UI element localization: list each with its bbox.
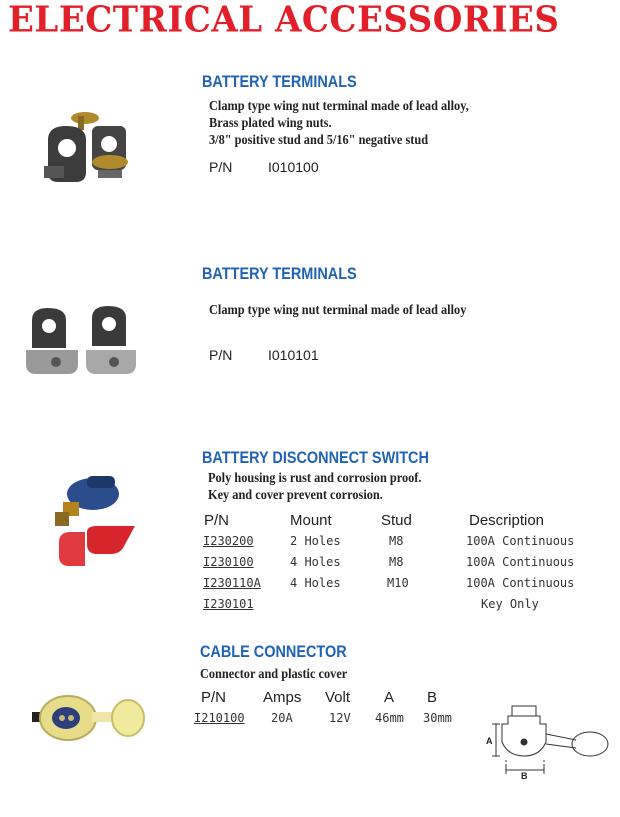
table-cell: 4 Holes <box>290 555 341 569</box>
table-cell: 20A <box>271 711 293 725</box>
part-number-value: I010100 <box>268 159 319 175</box>
section-heading: BATTERY TERMINALS <box>202 72 357 91</box>
table-cell: I230100 <box>203 555 254 569</box>
table-cell: 12V <box>329 711 351 725</box>
table-cell: 2 Holes <box>290 534 341 548</box>
section-heading: CABLE CONNECTOR <box>200 642 347 661</box>
table-cell: I230101 <box>203 597 254 611</box>
section-description: Clamp type wing nut terminal made of lead alloy <box>209 303 467 318</box>
table-cell: I230110A <box>203 576 261 590</box>
battery-disconnect-switch-icon <box>45 472 155 597</box>
table-cell: 4 Holes <box>290 576 341 590</box>
table-cell: 100A Continuous <box>466 534 575 548</box>
section-heading: BATTERY TERMINALS <box>202 264 357 283</box>
table-header: Description <box>469 512 545 529</box>
section-heading: BATTERY DISCONNECT SWITCH <box>202 448 429 467</box>
part-number-label: P/N <box>209 347 233 363</box>
section-description: Connector and plastic cover <box>200 667 348 682</box>
table-cell: 30mm <box>423 711 452 725</box>
cable-connector-diagram <box>482 704 614 780</box>
table-cell: 46mm <box>375 711 404 725</box>
table-cell: I210100 <box>194 711 245 725</box>
table-header: P/N <box>201 689 227 706</box>
table-header: Mount <box>290 512 332 529</box>
table-cell: I230200 <box>203 534 254 548</box>
table-header: B <box>427 689 438 706</box>
table-cell: Key Only <box>481 597 539 611</box>
table-header: Volt <box>325 689 351 706</box>
table-header: Stud <box>381 512 412 529</box>
battery-terminal-clamp-icon <box>22 300 142 385</box>
table-header: Amps <box>263 689 302 706</box>
diagram-label-a: A <box>486 736 493 746</box>
table-cell: M8 <box>389 555 404 569</box>
table-header: P/N <box>204 512 230 529</box>
section-description: Clamp type wing nut terminal made of lead alloy, Brass plated wing nuts. 3/8" positive stud and 5/16" negative stud <box>209 99 469 148</box>
table-header: A <box>384 689 395 706</box>
table-cell: 100A Continuous <box>466 576 575 590</box>
table-cell: M10 <box>387 576 409 590</box>
cable-connector-icon <box>30 690 150 750</box>
table-cell: 100A Continuous <box>466 555 575 569</box>
battery-terminal-wing-nut-icon <box>30 100 160 190</box>
table-cell: M8 <box>389 534 404 548</box>
section-description: Poly housing is rust and corrosion proof. Key and cover prevent corrosion. <box>208 471 422 503</box>
diagram-label-b: B <box>521 771 528 780</box>
part-number-value: I010101 <box>268 347 319 363</box>
part-number-label: P/N <box>209 159 233 175</box>
page-title: ELECTRICAL ACCESSORIES <box>8 0 560 41</box>
